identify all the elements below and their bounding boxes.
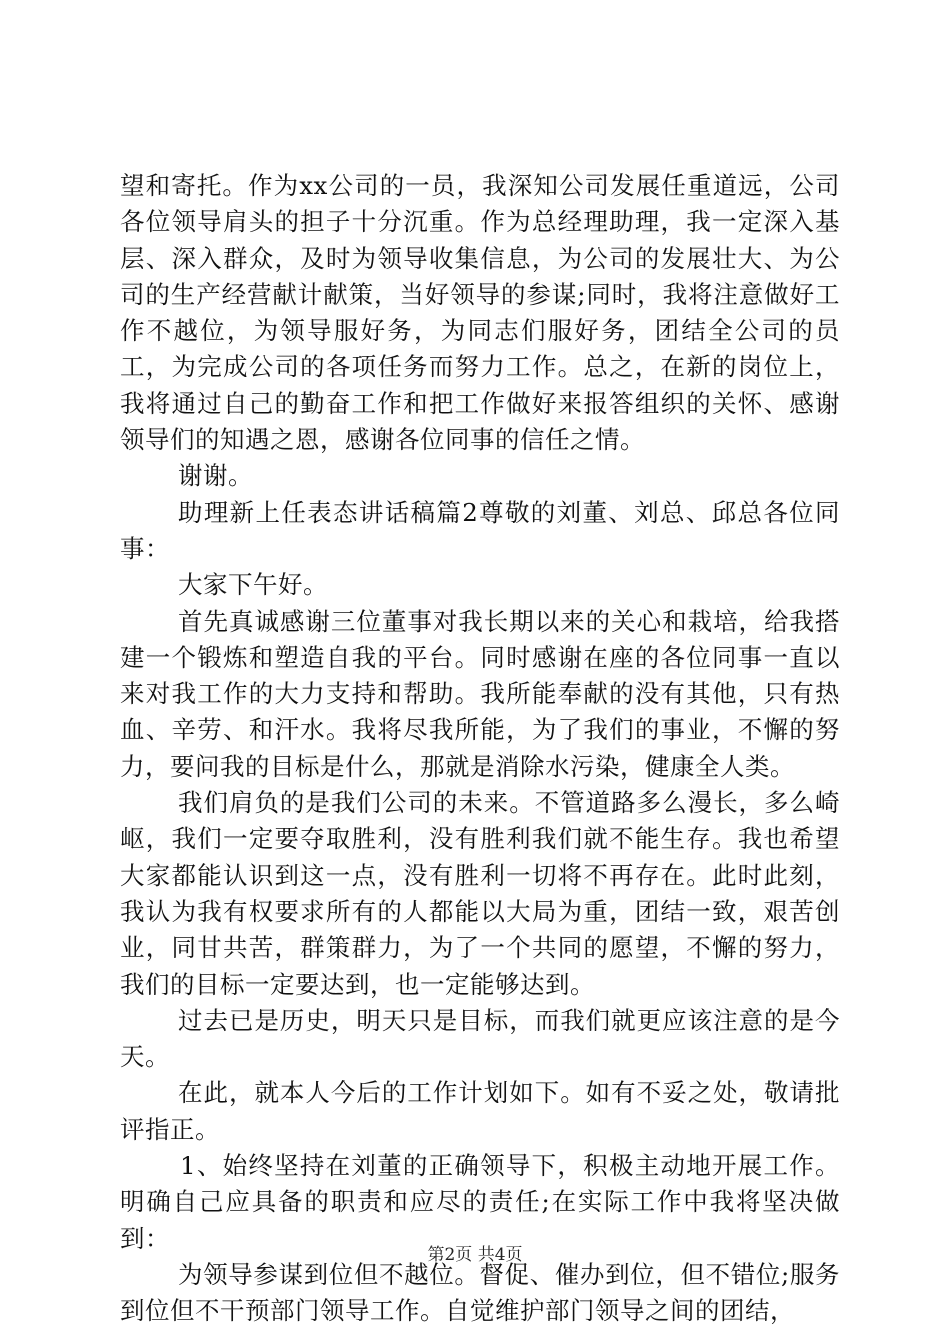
paragraph-today: 过去已是历史，明天只是目标，而我们就更应该注意的是今天。 <box>120 1005 840 1072</box>
paragraph-continuation: 望和寄托。作为xx公司的一员，我深知公司发展任重道远，公司各位领导肩头的担子十分沉重。作为总经理助理，我一定深入基层、深入群众，及时为领导收集信息，为公司的发展壮大、为公司的生产经营献计献策，当好领导的参谋;同时，我将注意做好工作不越位，为领导服好务，为同志们服好务，团结全公司的员工，为完成公司的各项任务而努力工作。总之，在新的岗位上，我将通过自己的勤奋工作和把工作做好来报答组织的关怀、感谢领导们的知遇之恩，感谢各位同事的信任之情。 <box>120 171 840 455</box>
paragraph-thanks: 谢谢。 <box>178 461 253 491</box>
document-body <box>120 168 840 1330</box>
paragraph-future: 我们肩负的是我们公司的未来。不管道路多么漫长，多么崎岖，我们一定要夺取胜利，没有胜利我们就不能生存。我也希望大家都能认识到这一点，没有胜利一切将不再存在。此时此刻，我认为我有权要求所有的人都能以大局为重，团结一致，艰苦创业，同甘共苦，群策群力，为了一个共同的愿望，不懈的努力，我们的目标一定要达到，也一定能够达到。 <box>120 788 840 999</box>
page-footer <box>0 1244 950 1266</box>
paragraph-gratitude: 首先真诚感谢三位董事对我长期以来的关心和栽培，给我搭建一个锻炼和塑造自我的平台。同时感谢在座的各位同事一直以来对我工作的大力支持和帮助。我所能奉献的没有其他，只有热血、辛劳、和汗水。我将尽我所能，为了我们的事业，不懈的努力，要问我的目标是什么，那就是消除水污染，健康全人类。 <box>120 606 840 781</box>
page-number-label: 第2页 共4页 <box>427 1245 523 1265</box>
paragraph-section-heading: 助理新上任表态讲话稿篇2尊敬的刘董、刘总、邱总各位同事： <box>120 497 840 563</box>
paragraph-plan-intro: 在此，就本人今后的工作计划如下。如有不妥之处，敬请批评指正。 <box>120 1078 840 1144</box>
paragraph-greeting: 大家下午好。 <box>178 570 328 600</box>
paragraph-plan-detail: 为领导参谋到位但不越位。督促、催办到位，但不错位;服务到位但不干预部门领导工作。自觉维护部门领导之间的团结， <box>120 1259 840 1326</box>
paragraph-plan-item-1: 1、始终坚持在刘董的正确领导下，积极主动地开展工作。明确自己应具备的职责和应尽的责任;在实际工作中我将坚决做到： <box>120 1151 840 1253</box>
